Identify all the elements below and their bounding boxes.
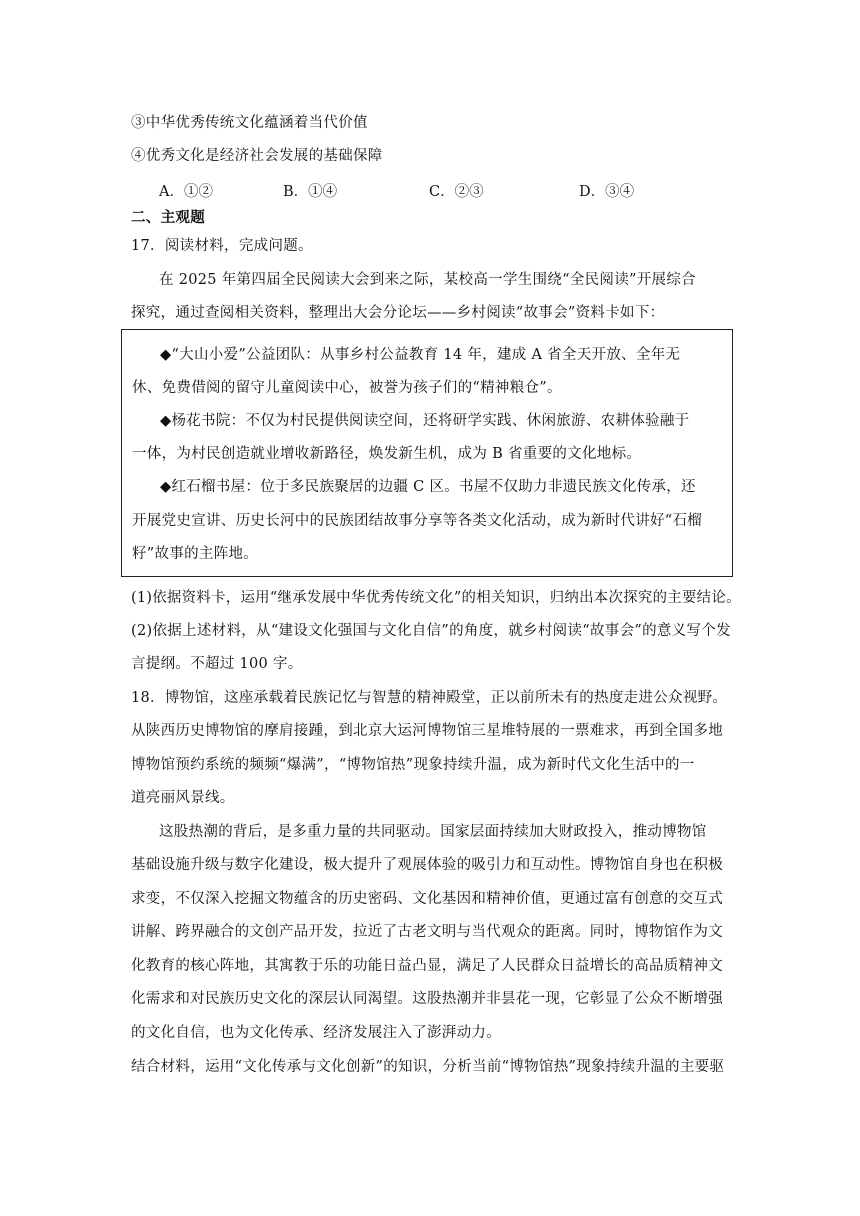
- choice-c[interactable]: C．②③: [429, 184, 484, 200]
- q17-sub1: (1)依据资料卡，运用“继承发展中华优秀传统文化”的相关知识，归纳出本次探究的主要结论。: [131, 590, 741, 606]
- q17-stem: 17．阅读材料，完成问题。: [131, 238, 313, 254]
- q18-question: 结合材料，运用“文化传承与文化创新”的知识，分析当前“博物馆热”现象持续升温的主要驱: [131, 1059, 725, 1075]
- statement-4: ④优秀文化是经济社会发展的基础保障: [131, 148, 383, 164]
- q18-para2-line: 这股热潮的背后，是多重力量的共同驱动。国家层面持续加大财政投入，推动博物馆: [159, 824, 707, 840]
- section-title: 二、主观题: [131, 209, 205, 226]
- q17-sub2-line: 言提纲。不超过 100 字。: [131, 656, 303, 672]
- card-line: ◆杨花书院：不仅为村民提供阅读空间，还将研学实践、休闲旅游、农耕体验融于: [160, 413, 690, 429]
- statement-3: ③中华优秀传统文化蕴涵着当代价值: [131, 115, 368, 131]
- card-line: ◆红石榴书屋：位于多民族聚居的边疆 C 区。书屋不仅助力非遗民族文化传承，还: [160, 479, 696, 495]
- q18-para1-line: 道亮丽风景线。: [131, 790, 235, 806]
- choice-d[interactable]: D．③④: [579, 184, 635, 200]
- choice-a[interactable]: A．①②: [159, 184, 213, 200]
- q18-para2-line: 讲解、跨界融合的文创产品开发，拉近了古老文明与当代观众的距离。同时，博物馆作为文: [131, 924, 723, 940]
- card-line: 一体，为村民创造就业增收新路径，焕发新生机，成为 B 省重要的文化地标。: [132, 446, 642, 462]
- choice-b[interactable]: B．①④: [283, 184, 338, 200]
- q18-para2-line: 求变，不仅深入挖掘文物蕴含的历史密码、文化基因和精神价值，更通过富有创意的交互式: [131, 891, 723, 907]
- resource-card: [121, 329, 733, 577]
- q18-para2-line: 化教育的核心阵地，其寓教于乐的功能日益凸显，满足了人民群众日益增长的高品质精神文: [131, 958, 723, 974]
- card-line: 休、免费借阅的留守儿童阅读中心，被誉为孩子们的“精神粮仓”。: [132, 380, 562, 396]
- q17-intro-line: 在 2025 年第四届全民阅读大会到来之际，某校高一学生围绕“全民阅读”开展综合: [159, 272, 696, 288]
- card-line: ◆“大山小爱”公益团队：从事乡村公益教育 14 年，建成 A 省全天开放、全年无: [160, 347, 681, 363]
- q18-para1-line: 从陕西历史博物馆的摩肩接踵，到北京大运河博物馆三星堆特展的一票难求，再到全国多地: [131, 723, 723, 739]
- answer-choices: [159, 180, 719, 200]
- q18-para1-line: 18．博物馆，这座承载着民族记忆与智慧的精神殿堂，正以前所未有的热度走进公众视野。: [131, 690, 728, 706]
- q18-para2-line: 基础设施升级与数字化建设，极大提升了观展体验的吸引力和互动性。博物馆自身也在积极: [131, 857, 723, 873]
- card-line: 籽”故事的主阵地。: [132, 546, 259, 562]
- q18-para2-line: 化需求和对民族历史文化的深层认同渴望。这股热潮并非昙花一现，它彰显了公众不断增强: [131, 991, 723, 1007]
- q17-sub2-line: (2)依据上述材料，从“建设文化强国与文化自信”的角度，就乡村阅读“故事会”的意义写个发: [131, 623, 731, 639]
- q18-para1-line: 博物馆预约系统的频频“爆满”，“博物馆热”现象持续升温，成为新时代文化生活中的一: [131, 757, 695, 773]
- card-line: 开展党史宣讲、历史长河中的民族团结故事分享等各类文化活动，成为新时代讲好“石榴: [132, 513, 703, 529]
- q17-intro-line: 探究，通过查阅相关资料，整理出大会分论坛——乡村阅读“故事会”资料卡如下：: [131, 305, 665, 321]
- q18-para2-line: 的文化自信，也为文化传承、经济发展注入了澎湃动力。: [131, 1025, 501, 1041]
